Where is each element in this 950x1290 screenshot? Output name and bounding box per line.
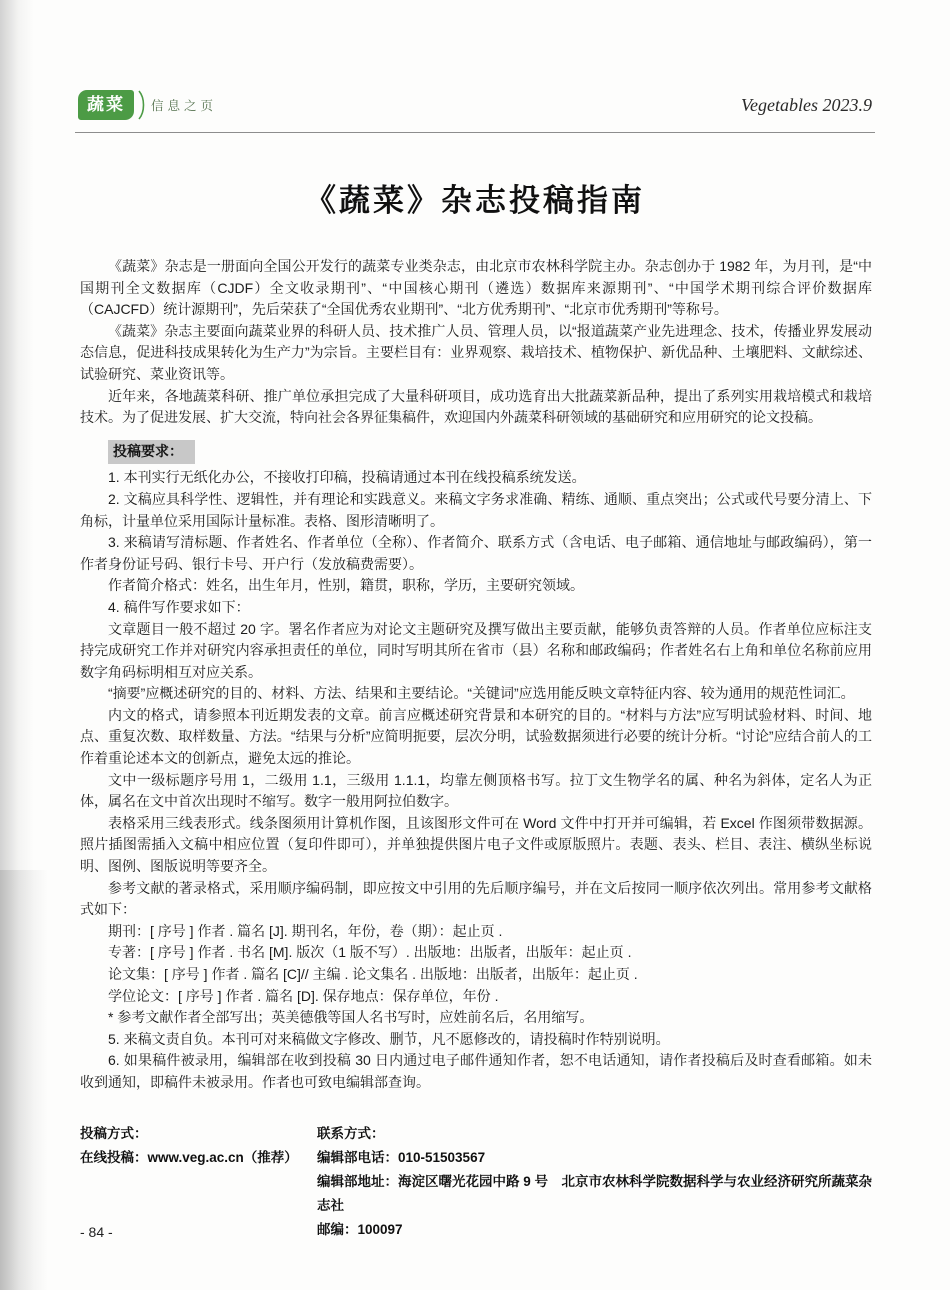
submission-method-block <box>80 1122 317 1242</box>
leaf-curve-icon <box>137 90 146 120</box>
requirement-paragraph: 文中一级标题序号用 1，二级用 1.1，三级用 1.1.1，均靠左侧顶格书写。拉丁文生物学名的属、种名为斜体，定名人为正体，属名在文中首次出现时不缩写。数字一般用阿拉伯数字。 <box>80 771 872 810</box>
requirement-paragraph: 5. 来稿文责自负。本刊可对来稿做文字修改、删节，凡不愿修改的，请投稿时作特别说明。 <box>108 1030 670 1047</box>
page-footer <box>80 1122 872 1242</box>
requirement-paragraph: 参考文献的著录格式，采用顺序编码制，即应按文中引用的先后顺序编号，并在文后按同一顺序依次列出。常用参考文献格式如下： <box>80 879 872 918</box>
requirement-paragraph: “摘要”应概述研究的目的、材料、方法、结果和主要结论。“关键词”应选用能反映文章特征内容、较为通用的规范性词汇。 <box>108 685 855 702</box>
logo-tagline: 信息之页 <box>151 99 218 113</box>
requirement-paragraph: 作者简介格式：姓名，出生年月，性别，籍贯，职称，学历，主要研究领域。 <box>108 577 584 594</box>
reference-format-monograph: 专著：[ 序号 ] 作者 . 书名 [M]. 版次（1 版不写）. 出版地：出版者，出版年：起止页 . <box>108 944 632 961</box>
contact-address: 编辑部地址：海淀区曙光花园中路 9 号 北京市农林科学院数据科学与农业经济研究所蔬菜杂志社 <box>317 1173 873 1213</box>
contact-phone: 编辑部电话：010-51503567 <box>317 1149 486 1165</box>
reference-format-journal: 期刊：[ 序号 ] 作者 . 篇名 [J]. 期刊名，年份，卷（期）：起止页 . <box>108 922 503 939</box>
requirement-paragraph: 文章题目一般不超过 20 字。署名作者应为对论文主题研究及撰写做出主要贡献，能够负责答辩的人员。作者单位应标注支持完成研究工作并对研究内容承担责任的单位，同时写明其所在省市（县）名称和邮政编码；作者姓名右上角和单位名称前应用数字角码标明相互对应关系。 <box>80 620 872 680</box>
intro-paragraph: 近年来，各地蔬菜科研、推广单位承担完成了大量科研项目，成功选育出大批蔬菜新品种，提出了系列实用栽培模式和栽培技术。为了促进发展、扩大交流，特向社会各界征集稿件，欢迎国内外蔬菜科研领域的基础研究和应用研究的论文投稿。 <box>80 387 872 426</box>
journal-brand <box>78 90 217 120</box>
submission-method-heading: 投稿方式： <box>80 1125 148 1141</box>
requirements-heading: 投稿要求： <box>108 440 195 465</box>
page-number: - 84 - <box>80 1224 113 1240</box>
requirement-paragraph: 表格采用三线表形式。线条图须用计算机作图，且该图形文件可在 Word 文件中打开并可编辑，若 Excel 作图须带数据源。照片插图需插入文稿中相应位置（复印件即可），并单独提供图片电子文件或原版照片。表题、表头、栏目、表注、横纵坐标说明、图例、图版说明等要齐全。 <box>80 814 872 875</box>
reference-format-thesis: 学位论文：[ 序号 ] 作者 . 篇名 [D]. 保存地点：保存单位，年份 . <box>108 987 499 1004</box>
contact-heading: 联系方式： <box>317 1125 385 1141</box>
page-header <box>78 90 872 120</box>
requirement-paragraph: 内文的格式，请参照本刊近期发表的文章。前言应概述研究背景和本研究的目的。“材料与方法”应写明试验材料、时间、地点、重复次数、取样数量、方法。“结果与分析”应简明扼要，层次分明，试验数据须进行必要的统计分析。“讨论”应结合前人的工作着重论述本文的创新点，避免太远的推论。 <box>80 706 872 767</box>
requirements-heading-row <box>80 440 872 465</box>
requirement-paragraph: 3. 来稿请写清标题、作者姓名、作者单位（全称）、作者简介、联系方式（含电话、电子邮箱、通信地址与邮政编码），第一作者身份证号码、银行卡号、开户行（发放稿费需要）。 <box>80 534 872 572</box>
page-title: 《蔬菜》杂志投稿指南 <box>305 183 645 218</box>
article-body <box>80 256 872 1094</box>
requirement-paragraph: 2. 文稿应具科学性、逻辑性，并有理论和实践意义。来稿文字务求准确、精练、通顺、重点突出；公式或代号要分清上、下角标，计量单位采用国际计量标准。表格、图形清晰明了。 <box>80 490 872 529</box>
page-edge-shadow-bottom <box>0 870 60 1290</box>
intro-paragraph: 《蔬菜》杂志是一册面向全国公开发行的蔬菜专业类杂志，由北京市农林科学院主办。杂志创办于 1982 年，为月刊，是“中国期刊全文数据库（CJDF）全文收录期刊”、“中国核心期刊（遴选）数据库来源期刊”、“中国学术期刊综合评价数据库（CAJCFD）统计源期刊”，先后荣获了“全国优秀农业期刊”、“北方优秀期刊”、“北京市优秀期刊”等称号。 <box>80 258 872 318</box>
contact-block <box>317 1122 872 1242</box>
header-divider <box>75 132 875 133</box>
issue-reference: Vegetables 2023.9 <box>741 94 872 115</box>
intro-paragraph: 《蔬菜》杂志主要面向蔬菜业界的科研人员、技术推广人员、管理人员，以“报道蔬菜产业先进理念、技术，传播业界发展动态信息，促进科技成果转化为生产力”为宗旨。主要栏目有：业界观察、栽培技术、植物保护、新优品种、土壤肥料、文献综述、试验研究、菜业资讯等。 <box>80 322 872 382</box>
requirement-paragraph: 6. 如果稿件被录用，编辑部在收到投稿 30 日内通过电子邮件通知作者，恕不电话通知，请作者投稿后及时查看邮箱。如未收到通知，即稿件未被录用。作者也可致电编辑部查询。 <box>80 1052 872 1090</box>
journal-logo: 蔬菜 <box>78 90 134 120</box>
reference-format-note: * 参考文献作者全部写出；英美德俄等国人名书写时，应姓前名后，名用缩写。 <box>108 1009 594 1026</box>
online-submission-line: 在线投稿：www.veg.ac.cn（推荐） <box>80 1149 298 1165</box>
contact-postcode: 邮编：100097 <box>317 1221 403 1237</box>
requirement-paragraph: 4. 稿件写作要求如下： <box>108 598 250 615</box>
reference-format-proceedings: 论文集：[ 序号 ] 作者 . 篇名 [C]// 主编 . 论文集名 . 出版地：出版者，出版年：起止页 . <box>108 966 638 982</box>
requirement-paragraph: 1. 本刊实行无纸化办公，不接收打印稿，投稿请通过本刊在线投稿系统发送。 <box>108 469 586 486</box>
